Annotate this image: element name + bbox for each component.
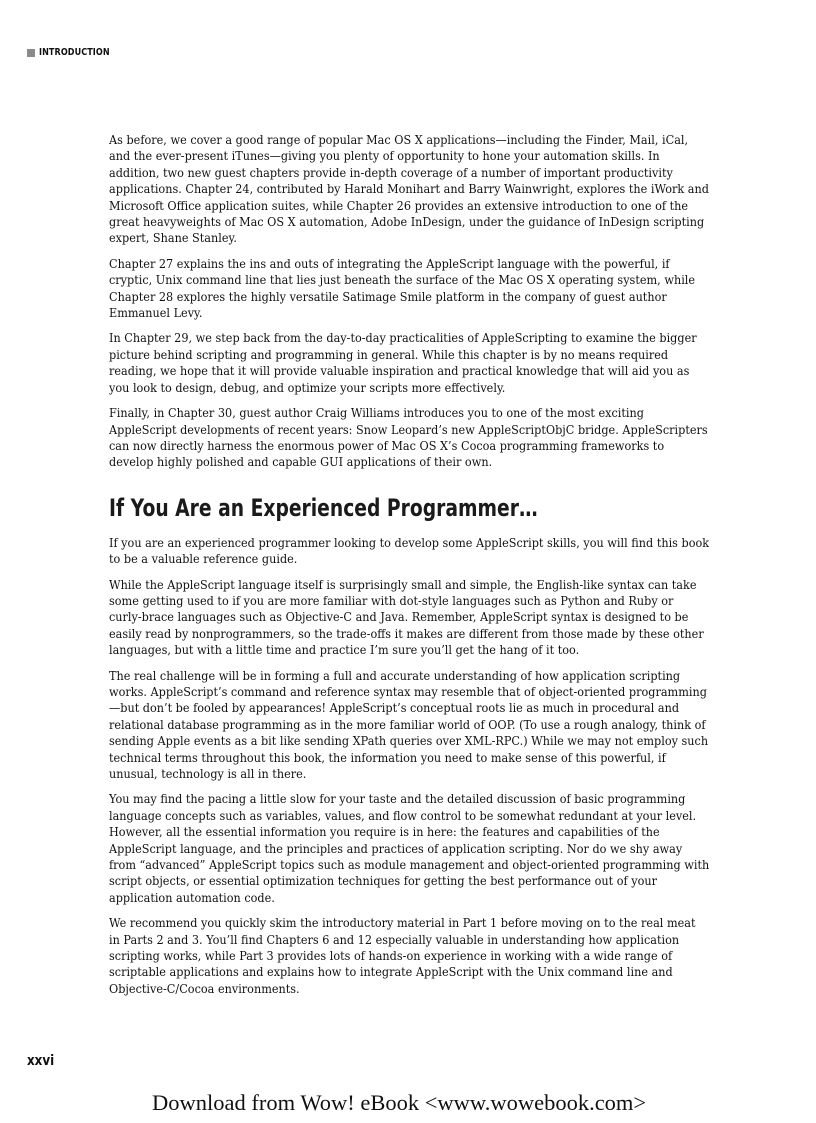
page-content — [109, 132, 709, 1006]
page-number: xxvi — [27, 1053, 55, 1069]
section-heading: If You Are an Experienced Programmer… — [109, 493, 538, 522]
header-square-icon — [27, 49, 35, 57]
body-paragraph: The real challenge will be in forming a full and accurate understanding of how application scripting works. AppleScript’s command and reference syntax may resemble that of object-oriented programming—but don’t be fooled by appearances! AppleScript’s conceptual roots lie as much in procedural and relational database programming as in the more familiar world of OOP. (To use a rough analogy, think of sending Apple events as a bit like sending XPath queries over XML-RPC.) While we may not employ such technical terms throughout this book, the information you need to make sense of this powerful, if unusual, technology is all in there. — [109, 667, 709, 781]
body-paragraph: We recommend you quickly skim the introductory material in Part 1 before moving on to the real meat in Parts 2 and 3. You’ll find Chapters 6 and 12 especially valuable in understanding how application scripting works, while Part 3 provides lots of hands-on experience in working with a wide range of scriptable applications and explains how to integrate AppleScript with the Unix command line and Objective-C/Cocoa environments. — [109, 915, 696, 996]
body-paragraph: As before, we cover a good range of popular Mac OS X applications—including the Finder, Mail, iCal, and the ever-present iTunes—giving you plenty of opportunity to hone your automation skills. In addition, two new guest chapters provide in-depth coverage of a number of important productivity applications. Chapter 24, contributed by Harald Monihart and Barry Wainwright, explores the iWork and Microsoft Office application suites, while Chapter 26 provides an extensive introduction to one of the great heavyweights of Mac OS X automation, Adobe InDesign, under the guidance of InDesign scripting expert, Shane Stanley. — [109, 132, 709, 246]
body-paragraph: You may find the pacing a little slow for your taste and the detailed discussion of basic programming language concepts such as variables, values, and flow control to be somewhat redundant at your level. However, all the essential information you require is in here: the features and capabilities of the AppleScript language, and the principles and practices of application scripting. Nor do we shy away from “advanced” AppleScript topics such as module management and object-oriented programming with script objects, or essential optimization techniques for getting the best performance out of your application automation code. — [109, 791, 710, 905]
body-paragraph: If you are an experienced programmer looking to develop some AppleScript skills, you will find this book to be a valuable reference guide. — [109, 534, 710, 567]
download-watermark-text: Download from Wow! eBook <www.wowebook.com> — [152, 1090, 647, 1115]
body-paragraph: Finally, in Chapter 30, guest author Craig Williams introduces you to one of the most exciting AppleScript developments of recent years: Snow Leopard’s new AppleScriptObjC bridge. AppleScripters can now directly harness the enormous power of Mac OS X’s Cocoa programming frameworks to develop highly polished and capable GUI applications of their own. — [109, 405, 708, 470]
header-label: INTRODUCTION — [39, 47, 110, 58]
body-paragraph: Chapter 27 explains the ins and outs of integrating the AppleScript language with the powerful, if cryptic, Unix command line that lies just beneath the surface of the Mac OS X operating system, while Chapter 28 explores the highly versatile Satimage Smile platform in the company of guest author Emmanuel Levy. — [109, 255, 696, 321]
body-paragraph: In Chapter 29, we step back from the day-to-day practicalities of AppleScripting to examine the bigger picture behind scripting and programming in general. While this chapter is by no means required reading, we hope that it will provide valuable inspiration and practical knowledge that will aid you as you look to design, debug, and optimize your scripts more effectively. — [109, 330, 697, 395]
running-header — [27, 47, 122, 58]
body-paragraph: While the AppleScript language itself is surprisingly small and simple, the English-like syntax can take some getting used to if you are more familiar with dot-style languages such as Python and Ruby or curly-brace languages such as Objective-C and Java. Remember, AppleScript syntax is designed to be easily read by nonprogrammers, so the trade-offs it makes are different from those made by these other languages, but with a little time and practice I’m sure you’ll get the hang of it too. — [109, 576, 704, 658]
